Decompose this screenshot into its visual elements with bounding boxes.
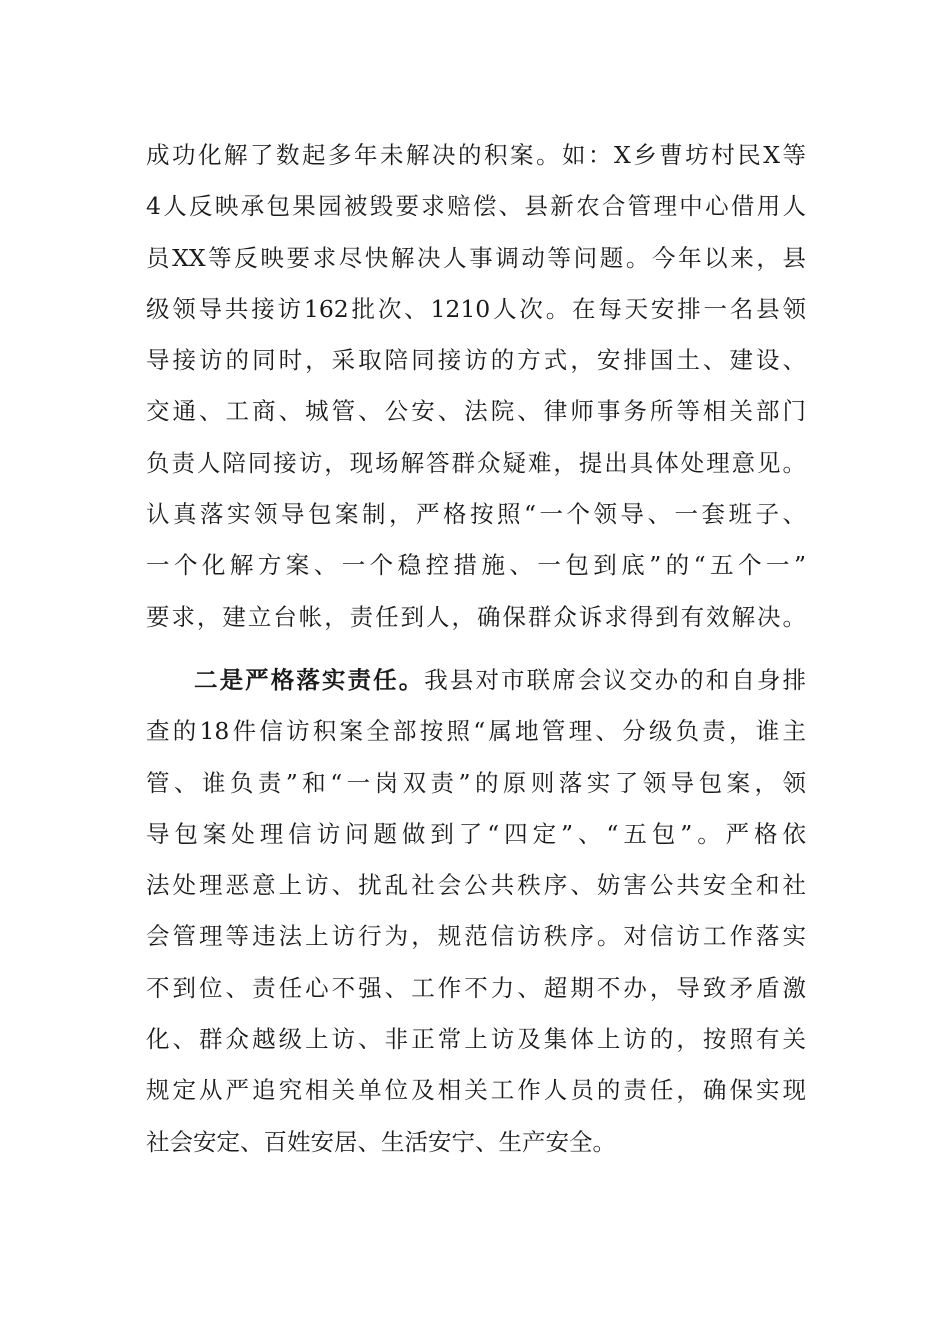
paragraph-line: 会管理等违法上访行为，规范信访秩序。对信访工作落实 bbox=[146, 922, 806, 951]
paragraph-spacer bbox=[146, 643, 806, 655]
paragraph-line: 4人反映承包果园被毁要求赔偿、县新农合管理中心借用人 bbox=[146, 192, 806, 221]
paragraph-line: 级领导共接访162批次、1210人次。在每天安排一名县领 bbox=[146, 294, 806, 323]
document-body bbox=[146, 130, 806, 1168]
paragraph-line-rest: 我县对市联席会议交办的和自身排 bbox=[424, 665, 807, 694]
paragraph-line: 化、群众越级上访、非正常上访及集体上访的，按照有关 bbox=[146, 1025, 806, 1054]
paragraph-first-line bbox=[146, 655, 806, 706]
paragraph-2 bbox=[146, 655, 806, 1168]
paragraph-line: 法处理恶意上访、扰乱社会公共秩序、妨害公共安全和社 bbox=[146, 871, 806, 900]
paragraph-line: 一个化解方案、一个稳控措施、一包到底”的“五个一” bbox=[146, 551, 806, 580]
paragraph-line: 导包案处理信访问题做到了“四定”、“五包”。严格依 bbox=[146, 819, 806, 848]
paragraph-line: 员XX等反映要求尽快解决人事调动等问题。今年以来，县 bbox=[146, 243, 806, 272]
paragraph-1 bbox=[146, 130, 806, 643]
paragraph-line: 不到位、责任心不强、工作不力、超期不办，导致矛盾激 bbox=[146, 973, 806, 1002]
paragraph-heading: 二是严格落实责任。 bbox=[194, 665, 425, 694]
paragraph-line: 交通、工商、城管、公安、法院、律师事务所等相关部门 bbox=[146, 397, 806, 426]
paragraph-line: 认真落实领导包案制，严格按照“一个领导、一套班子、 bbox=[146, 500, 806, 529]
paragraph-line: 要求，建立台帐，责任到人，确保群众诉求得到有效解决。 bbox=[146, 602, 806, 631]
paragraph-line: 社会安定、百姓安居、生活安宁、生产安全。 bbox=[146, 1127, 616, 1156]
paragraph-line: 规定从严追究相关单位及相关工作人员的责任，确保实现 bbox=[146, 1076, 806, 1105]
paragraph-line: 成功化解了数起多年未解决的积案。如：X乡曹坊村民X等 bbox=[146, 141, 806, 169]
paragraph-line: 导接访的同时，采取陪同接访的方式，安排国土、建设、 bbox=[146, 346, 806, 375]
paragraph-line: 负责人陪同接访，现场解答群众疑难，提出具体处理意见。 bbox=[146, 448, 806, 477]
paragraph-line: 管、谁负责”和“一岗双责”的原则落实了领导包案，领 bbox=[146, 768, 806, 797]
paragraph-line: 查的18件信访积案全部按照“属地管理、分级负责，谁主 bbox=[146, 717, 806, 746]
